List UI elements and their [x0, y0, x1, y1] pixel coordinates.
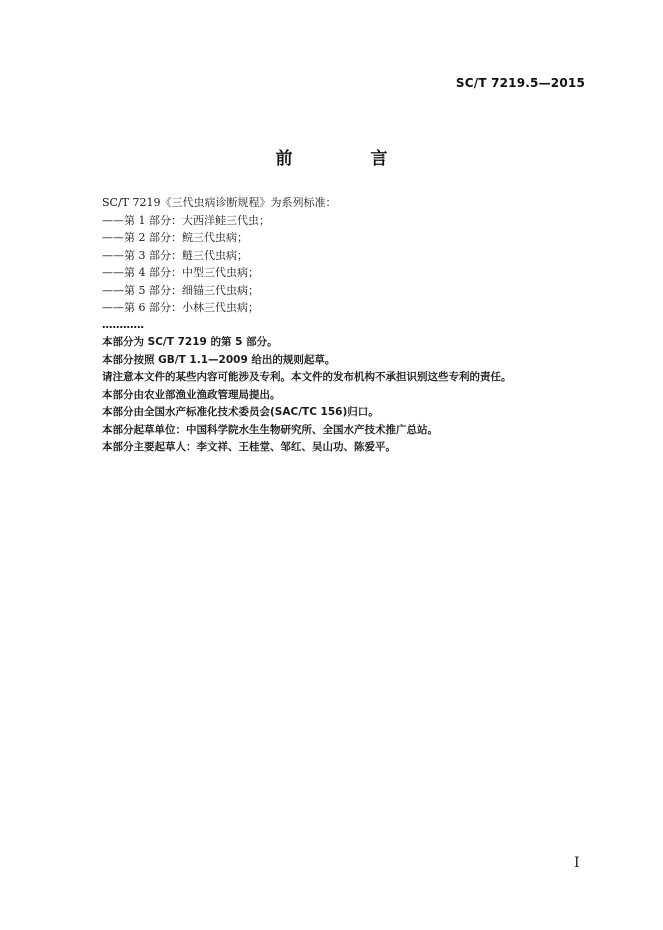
foreword-body: [102, 194, 582, 457]
patent-notice-line: 请注意本文件的某些内容可能涉及专利。本文件的发布机构不承担识别这些专利的责任。: [102, 371, 512, 383]
page-number: I: [574, 855, 580, 871]
series-intro-line: SC/T 7219《三代虫病诊断规程》为系列标准：: [102, 196, 337, 209]
part-statement-line: 本部分为 SC/T 7219 的第 5 部分。: [102, 336, 278, 348]
drafting-rules-line: 本部分按照 GB/T 1.1—2009 给出的规则起草。: [102, 353, 336, 366]
page-title: 前 言: [275, 149, 424, 169]
proposer-line: 本部分由农业部渔业渔政管理局提出。: [102, 388, 281, 401]
part-1-line: ——第 1 部分：大西洋鲑三代虫；: [102, 213, 270, 227]
standard-code: SC/T 7219.5—2015: [455, 76, 585, 90]
part-6-line: ——第 6 部分：小林三代虫病；: [102, 301, 259, 314]
part-2-line: ——第 2 部分：鲩三代虫病；: [102, 231, 248, 244]
drafters-line: 本部分主要起草人：李文祥、王桂堂、邹红、吴山功、陈爱平。: [102, 441, 396, 453]
drafting-units-line: 本部分起草单位：中国科学院水生生物研究所、全国水产技术推广总站。: [102, 423, 438, 436]
part-4-line: ——第 4 部分：中型三代虫病；: [102, 266, 259, 279]
part-3-line: ——第 3 部分：鲢三代虫病；: [102, 248, 248, 262]
technical-committee-line: 本部分由全国水产标准化技术委员会(SAC/TC 156)归口。: [102, 406, 379, 418]
ellipsis-line: …………: [102, 318, 144, 331]
part-5-line: ——第 5 部分：细锚三代虫病；: [102, 283, 259, 297]
